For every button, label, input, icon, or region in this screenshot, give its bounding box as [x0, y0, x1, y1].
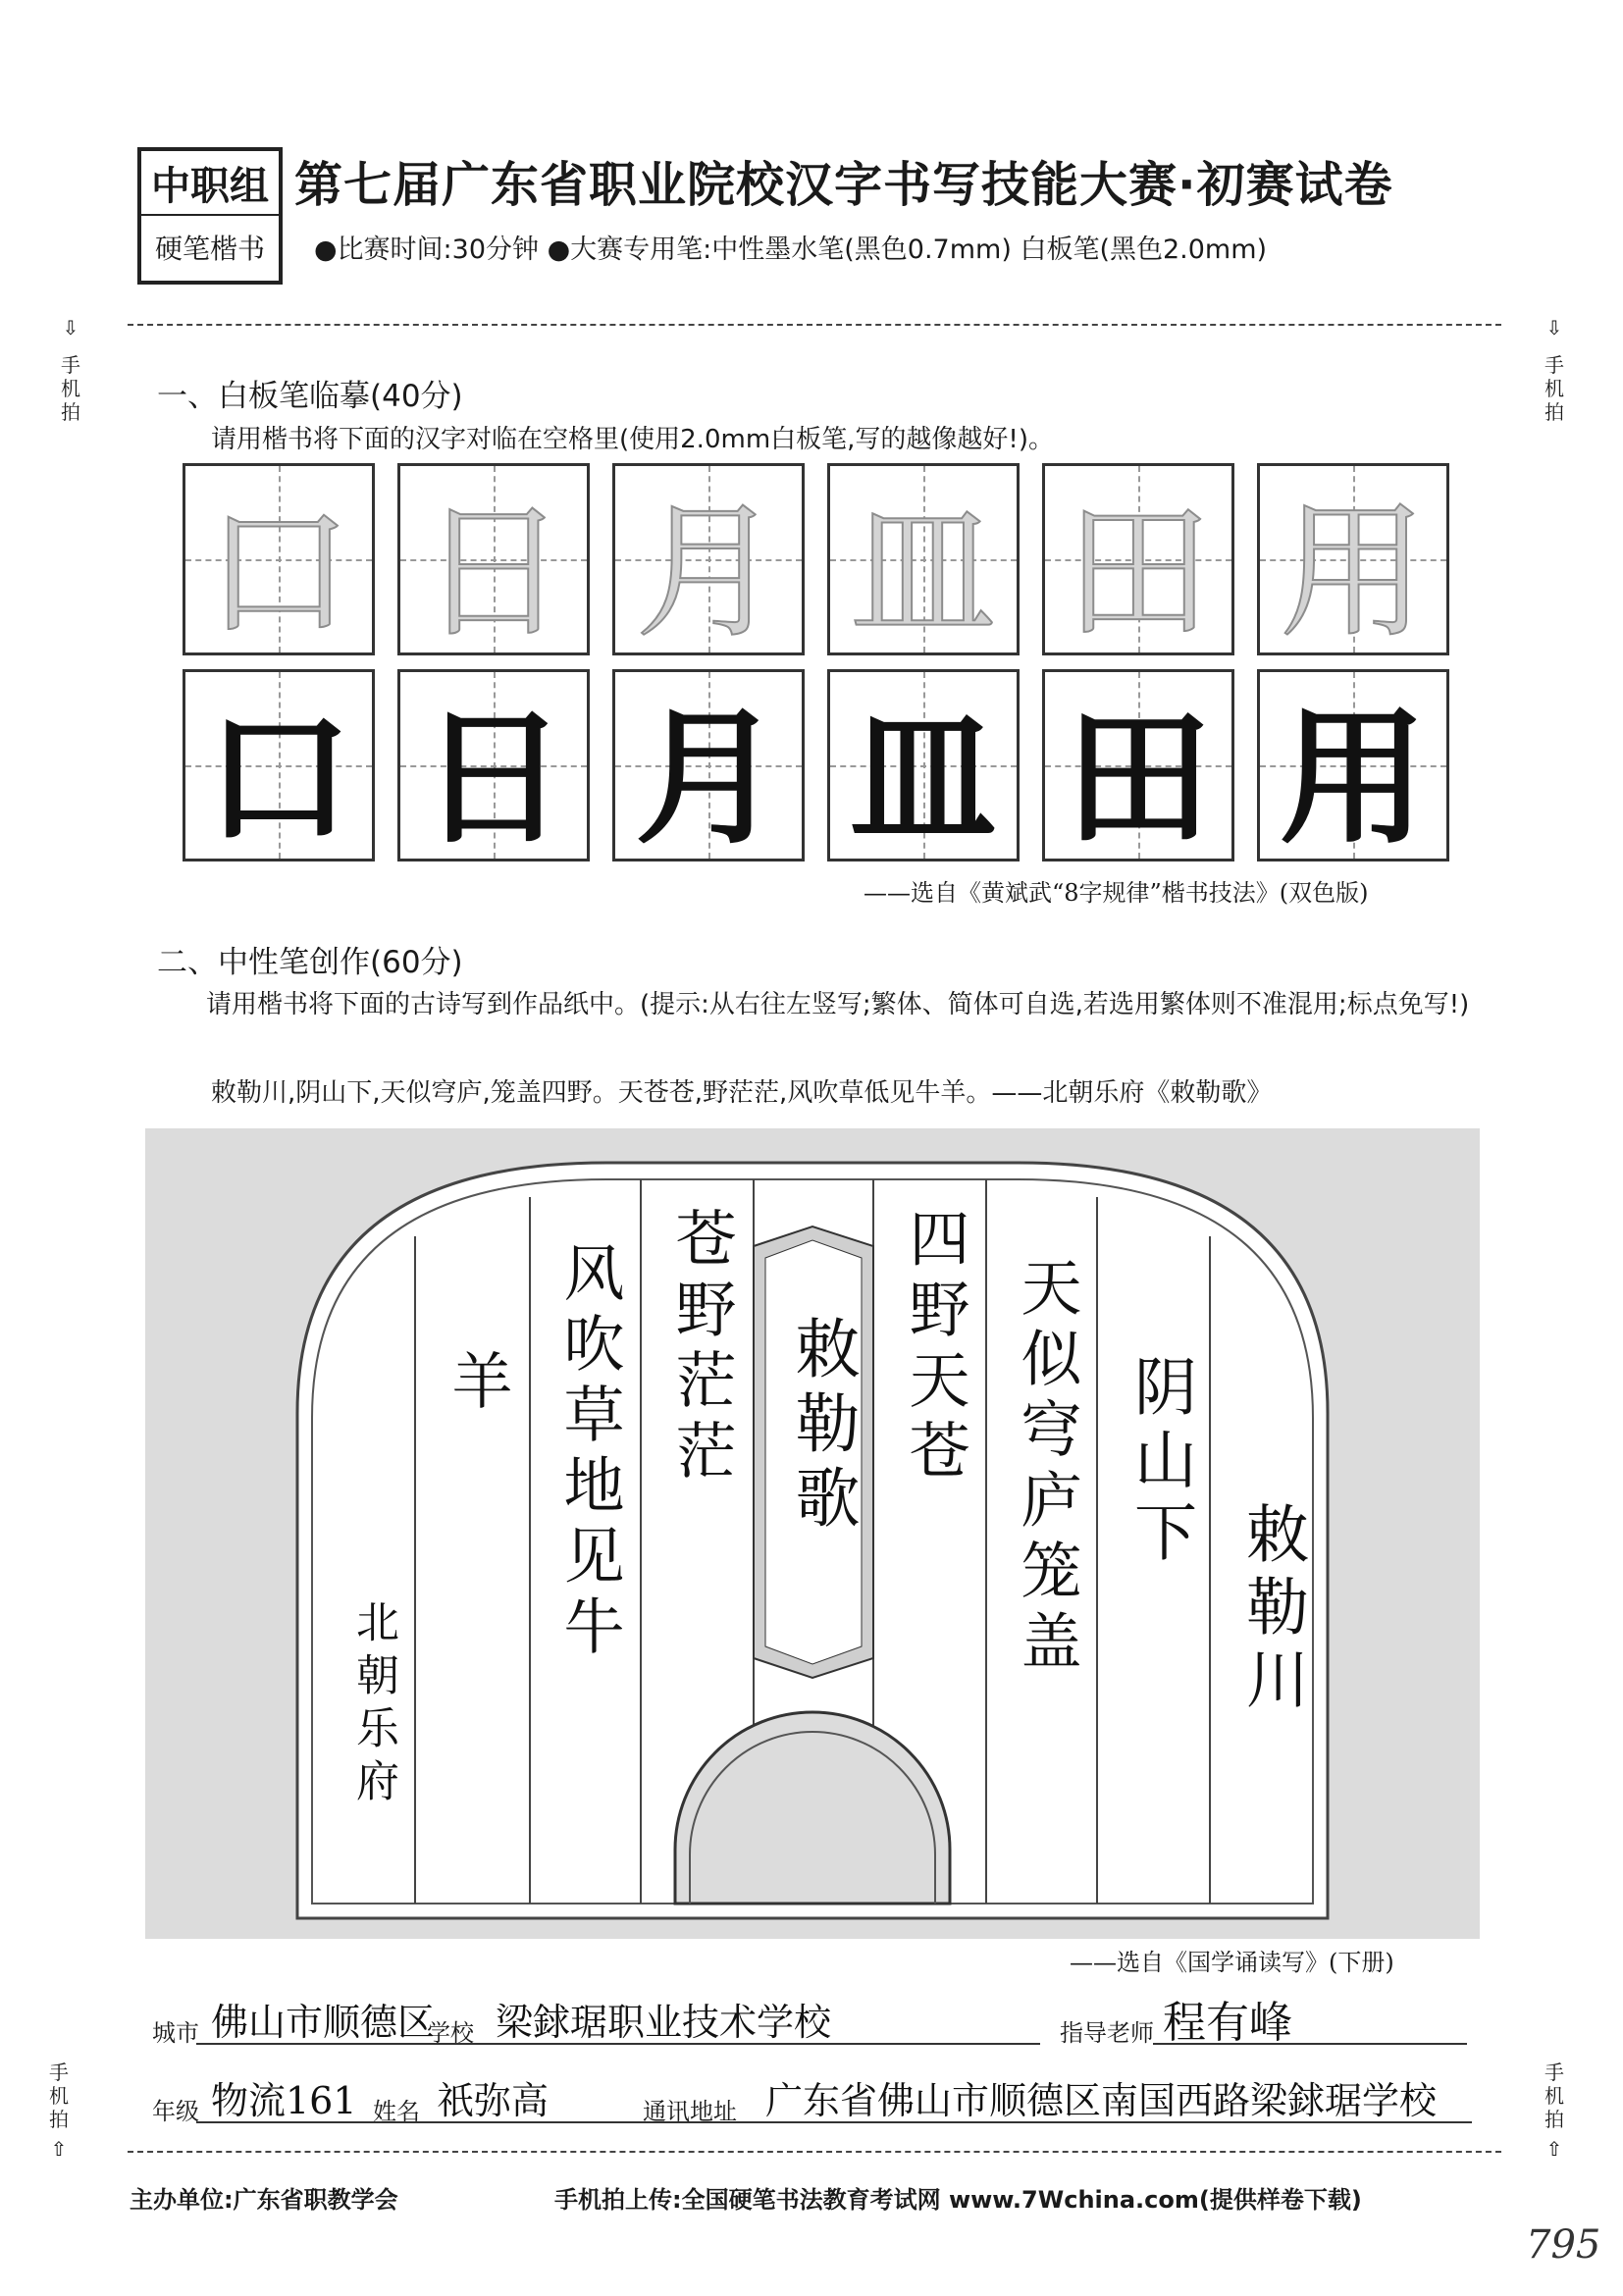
art-column-7: 风吹草地见牛: [553, 1241, 625, 1665]
city-field[interactable]: 佛山市顺德区: [211, 2001, 436, 2044]
art-column-1: 敕勒川: [1235, 1501, 1308, 1719]
practice-cell: [183, 669, 375, 864]
artwork-frame: [145, 1128, 1480, 1939]
practice-character: 口: [204, 692, 352, 864]
model-character: 月: [634, 488, 782, 658]
teacher-underline: [1153, 2043, 1467, 2045]
teacher-label: 指导老师: [1060, 2019, 1154, 2047]
page-number: 795: [1526, 2222, 1601, 2268]
side-mark-bottom-left: 手机拍: [49, 2061, 69, 2131]
upload-text: 手机拍上传:全国硬笔书法教育考试网 www.7Wchina.com(提供样卷下载): [554, 2186, 1362, 2214]
teacher-field[interactable]: 程有峰: [1163, 1998, 1292, 2048]
art-column-5: 敕勒歌: [784, 1315, 860, 1539]
art-column-4: 四野天苍: [899, 1207, 970, 1489]
model-cell: [183, 463, 375, 658]
bottom-divider: [128, 2151, 1501, 2153]
section1-instruction: 请用楷书将下面的汉字对临在空格里(使用2.0mm白板笔,写的越像越好!)。: [211, 425, 1054, 454]
group-badge: [137, 147, 283, 285]
practice-cell: [612, 669, 805, 864]
model-character: 皿: [849, 488, 997, 658]
poem-text: 敕勒川,阴山下,天似穹庐,笼盖四野。天苍苍,野茫茫,风吹草低见牛羊。——北朝乐府《敕勒歌》: [211, 1078, 1273, 1108]
model-character: 口: [204, 488, 352, 658]
name-label: 姓名: [373, 2098, 420, 2125]
section2-heading: 二、中性笔创作(60分): [157, 945, 463, 980]
model-cell: [612, 463, 805, 658]
side-mark-top-left: 手机拍: [61, 353, 80, 424]
section2-instruction: 请用楷书将下面的古诗写到作品纸中。(提示:从右往左竖写;繁体、简体可自选,若选用繁体则不准混用;标点免写!): [206, 990, 1470, 1019]
practice-cell: [827, 669, 1020, 864]
art-column-6: 苍野茫茫: [665, 1207, 737, 1489]
model-cell: [827, 463, 1020, 658]
exam-title: 第七届广东省职业院校汉字书写技能大赛·初赛试卷: [294, 157, 1393, 213]
model-cell: [397, 463, 590, 658]
practice-cell: [1257, 669, 1449, 864]
practice-character: 田: [1064, 692, 1212, 864]
model-cell: [1257, 463, 1449, 658]
practice-character: 用: [1279, 692, 1427, 864]
top-divider: [128, 324, 1501, 326]
art-column-9: 北朝乐府: [348, 1599, 398, 1811]
address-label: 通讯地址: [643, 2098, 737, 2125]
practice-character: 日: [419, 692, 567, 864]
practice-character: 月: [634, 692, 782, 864]
camera-icon: ⇧: [50, 2137, 68, 2161]
model-character: 日: [419, 488, 567, 658]
section2-source: ——选自《国学诵读写》(下册): [1070, 1949, 1394, 1976]
practice-character: 皿: [849, 692, 997, 864]
school-label: 学校: [427, 2019, 474, 2047]
copy-grid: [183, 463, 1450, 875]
model-character: 用: [1279, 488, 1427, 658]
badge-group-label: 中职组: [141, 151, 279, 216]
row1-underline: [196, 2043, 1040, 2045]
section1-heading: 一、白板笔临摹(40分): [157, 379, 463, 414]
camera-icon: ⇩: [62, 316, 79, 339]
side-mark-top-right: 手机拍: [1544, 353, 1564, 424]
row2-underline: [196, 2121, 1472, 2123]
art-column-2: 阴山下: [1124, 1354, 1196, 1572]
badge-category-label: 硬笔楷书: [154, 233, 265, 265]
school-field[interactable]: 梁銶琚职业技术学校: [496, 2001, 832, 2044]
name-field[interactable]: 祇弥高: [437, 2079, 550, 2122]
city-label: 城市: [152, 2019, 199, 2047]
model-character: 田: [1064, 488, 1212, 658]
practice-cell: [1042, 669, 1234, 864]
side-mark-bottom-right: 手机拍: [1544, 2061, 1564, 2131]
model-cell: [1042, 463, 1234, 658]
art-column-8: 羊: [442, 1349, 513, 1420]
practice-cell: [397, 669, 590, 864]
camera-icon: ⇧: [1545, 2137, 1563, 2161]
organizer-text: 主办单位:广东省职教学会: [130, 2186, 398, 2214]
exam-subtitle: ●比赛时间:30分钟 ●大赛专用笔:中性墨水笔(黑色0.7mm) 白板笔(黑色2.0mm): [314, 235, 1268, 265]
camera-icon: ⇩: [1545, 316, 1563, 339]
grade-label: 年级: [152, 2098, 199, 2125]
section1-source: ——选自《黄斌武“8字规律”楷书技法》(双色版): [864, 879, 1369, 907]
grade-field[interactable]: 物流161: [211, 2079, 357, 2122]
address-field[interactable]: 广东省佛山市顺德区南国西路梁銶琚学校: [765, 2079, 1438, 2122]
art-column-3: 天似穹庐笼盖: [1011, 1256, 1082, 1680]
